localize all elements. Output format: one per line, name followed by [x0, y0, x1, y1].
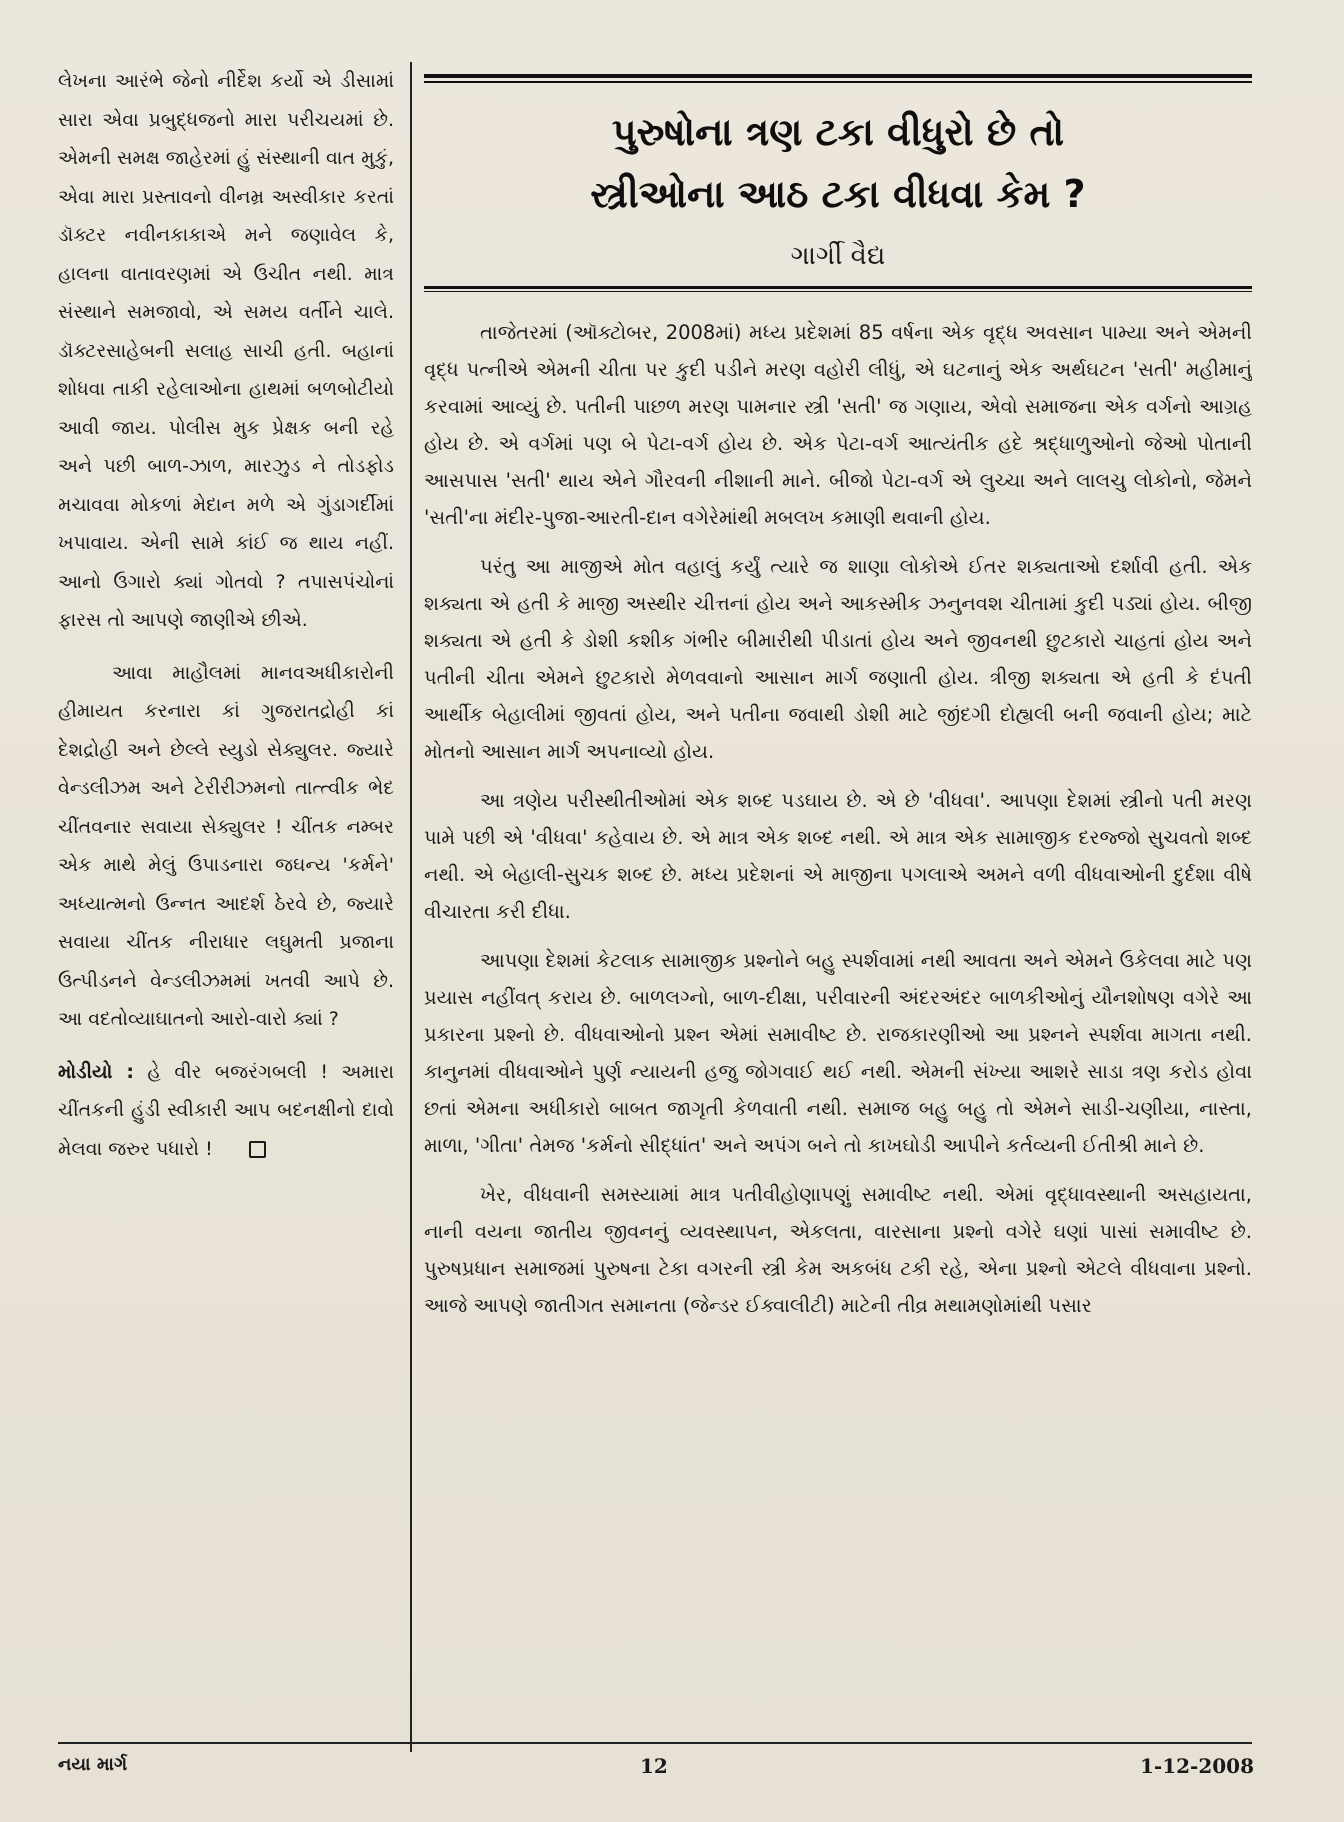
article-paragraph-5: ખેર, વીધવાની સમસ્યામાં માત્ર પતીવીહોણાપણું સમાવીષ્ટ નથી. એમાં વૃદ્ધાવસ્થાની અસહાયતા, નાની વયના જાતીય જીવનનું વ્યવસ્થાપન, એકલતા, વારસાના પ્રશ્નો વગેરે ઘણાં પાસાં સમાવીષ્ટ છે. પુરુષપ્રધાન સમાજમાં પુરુષના ટેકા વગરની સ્ત્રી કેમ અકબંધ ટકી રહે, એના પ્રશ્નો એટલે વીધવાના પ્રશ્નો. આજે આપણે જાતીગત સમાનતા (જેન્ડર ઈક્વાલીટી) માટેની તીવ્ર મથામણોમાંથી પસાર	[424, 1183, 1252, 1317]
left-column	[58, 62, 394, 1702]
footer-rule	[58, 1742, 1252, 1744]
closing-label: મોડીયો :	[58, 1060, 134, 1083]
headline-line-2: સ્ત્રીઓના આઠ ટકા વીધવા કેમ ?	[590, 171, 1086, 216]
article-paragraph-3: આ ત્રણેય પરીસ્થીતીઓમાં એક શબ્દ પડઘાય છે. એ છે 'વીધવા'. આપણા દેશમાં સ્ત્રીનો પતી મરણ પામે પછી એ 'વીધવા' કહેવાય છે. એ માત્ર એક શબ્દ નથી. એ માત્ર એક સામાજીક દરજ્જો સુચવતો શબ્દ નથી. એ બેહાલી-સુચક શબ્દ છે. મધ્ય પ્રદેશનાં એ માજીના પગલાએ અમને વળી વીધવાઓની દુર્દશા વીષે વીચારતા કરી દીધા.	[424, 789, 1252, 923]
byline-rule-thin	[424, 291, 1252, 293]
article-paragraph-4: આપણા દેશમાં કેટલાક સામાજીક પ્રશ્નોને બહુ સ્પર્શવામાં નથી આવતા અને એમને ઉકેલવા માટે પણ પ્રયાસ નહીંવત્ કરાય છે. બાળલગ્નો, બાળ-દીક્ષા, પરીવારની અંદરઅંદર બાળકીઓનું યૌનશોષણ વગેરે આ પ્રકારના પ્રશ્નો છે. વીધવાઓનો પ્રશ્ન એમાં સમાવીષ્ટ છે. રાજકારણીઓ આ પ્રશ્નને સ્પર્શવા માગતા નથી. કાનુનમાં વીધવાઓને પુર્ણ ન્યાયની હજુ જોગવાઈ થઈ નથી. એમની સંખ્યા આશરે સાડા ત્રણ કરોડ હોવા છતાં એમના અધીકારો બાબત જાગૃતી કેળવાતી નથી. સમાજ બહુ બહુ તો એમને સાડી-ચણીયા, નાસ્તા, માળા, 'ગીતા' તેમજ 'કર્મનો સીદ્ધાંત' અને અપંગ બને તો કાખઘોડી આપીને કર્તવ્યની ઈતીશ્રી માને છે.	[424, 949, 1252, 1157]
left-closing-paragraph	[58, 1053, 394, 1169]
page-number: 12	[640, 1754, 668, 1778]
article-body	[424, 314, 1252, 1324]
article-author: ગાર્ગી વૈદ્ય	[790, 240, 886, 271]
left-paragraph-1: લેખના આરંભે જેનો નીર્દેશ કર્યો એ ડીસામાં સારા એવા પ્રબુદ્ધજનો મારા પરીચયમાં છે. એમની સમક્ષ જાહેરમાં હું સંસ્થાની વાત મુકું, એવા મારા પ્રસ્તાવનો વીનમ્ર અસ્વીકાર કરતાં ડૉક્ટર નવીનકાકાએ મને જણાવેલ કે, હાલના વાતાવરણમાં એ ઉચીત નથી. માત્ર સંસ્થાને સમજાવો, એ સમય વર્તીને ચાલે. ડૉક્ટરસાહેબની સલાહ સાચી હતી. બહાનાં શોધવા તાકી રહેલાઓના હાથમાં બળબોટીયો આવી જાય. પોલીસ મુક પ્રેક્ષક બની રહે અને પછી બાળ-ઝાળ, મારઝુડ ને તોડફોડ મચાવવા મોકળાં મેદાન મળે એ ગુંડાગર્દીમાં ખપાવાય. એની સામે કાંઈ જ થાય નહીં. આનો ઉગારો ક્યાં ગોતવો ? તપાસપંચોનાં ફારસ તો આપણે જાણીએ છીએ.	[58, 70, 394, 631]
publication-name: નયા માર્ગ	[58, 1754, 128, 1775]
left-paragraph-2: આવા માહૌલમાં માનવઅધીકારોની હીમાયત કરનારા કાં ગુજરાતદ્રોહી કાં દેશદ્રોહી અને છેલ્લે સ્યુડો સેક્યુલર. જ્યારે વેન્ડલીઝમ અને ટેરીરીઝમનો તાત્ત્વીક ભેદ ચીંતવનાર સવાયા સેક્યુલર ! ચીંતક નમ્બર એક માથે મેલું ઉપાડનારા જઘન્ય 'કર્મને' અધ્યાત્મનો ઉન્નત આદર્શ ઠેરવે છે, જ્યારે સવાયા ચીંતક નીરાધાર લઘુમતી પ્રજાના ઉત્પીડનને વેન્ડલીઝમમાં ખતવી આપે છે. આ વદતોવ્યાઘાતનો આરો-વારો ક્યાં ?	[58, 661, 394, 1030]
article-column	[424, 74, 1252, 1704]
closing-text: હે વીર બજરંગબલી ! અમારા ચીંતકની હુંડી સ્વીકારી આપ બદનક્ષીનો દાવો મેલવા જરુર પધારો !	[58, 1060, 394, 1160]
byline-rule	[424, 286, 1252, 289]
end-square-icon	[249, 1141, 266, 1158]
issue-date: 1-12-2008	[1140, 1754, 1255, 1778]
article-headline	[424, 101, 1252, 225]
headline-top-rule	[424, 74, 1252, 78]
article-paragraph-1: તાજેતરમાં (ઑક્ટોબર, 2008માં) મધ્ય પ્રદેશમાં 85 વર્ષના એક વૃદ્ધ અવસાન પામ્યા અને એમની વૃદ્ધ પત્નીએ એમની ચીતા પર કુદી પડીને મરણ વહોરી લીધું, એ ઘટનાનું એક અર્થઘટન 'સતી' મહીમાનું કરવામાં આવ્યું છે. પતીની પાછળ મરણ પામનાર સ્ત્રી 'સતી' જ ગણાય, એવો સમાજના એક વર્ગનો આગ્રહ હોય છે. એ વર્ગમાં પણ બે પેટા-વર્ગ હોય છે. એક પેટા-વર્ગ આત્યંતીક હદે શ્રદ્ધાળુઓનો જેઓ પોતાની આસપાસ 'સતી' થાય એને ગૌરવની નીશાની માને. બીજો પેટા-વર્ગ એ લુચ્ચા અને લાલચુ લોકોનો, જેમને 'સતી'ના મંદીર-પુજા-આરતી-દાન વગેરેમાંથી મબલખ કમાણી થવાની હોય.	[424, 321, 1252, 529]
column-divider	[410, 62, 412, 1752]
headline-line-1: પુરુષોના ત્રણ ટકા વીધુરો છે તો	[611, 109, 1065, 154]
article-paragraph-2: પરંતુ આ માજીએ મોત વહાલું કર્યું ત્યારે જ શાણા લોકોએ ઈતર શક્યતાઓ દર્શાવી હતી. એક શક્યતા એ હતી કે માજી અસ્થીર ચીત્તનાં હોય અને આકસ્મીક ઝનુનવશ ચીતામાં કુદી પડ્યાં હોય. બીજી શક્યતા એ હતી કે ડોશી કશીક ગંભીર બીમારીથી પીડાતાં હોય અને જીવનથી છુટકારો ચાહતાં હોય અને પતીની ચીતા એમને છુટકારો મેળવવાનો આસાન માર્ગ જણાતી હોય. ત્રીજી શક્યતા એ હતી કે દંપતી આર્થીક બેહાલીમાં જીવતાં હોય, અને પતીના જવાથી ડોશી માટે જીંદગી દોહ્યલી બની જવાની હોય; માટે મોતનો આસાન માર્ગ અપનાવ્યો હોય.	[424, 555, 1252, 763]
headline-top-rule-thin	[424, 81, 1252, 83]
